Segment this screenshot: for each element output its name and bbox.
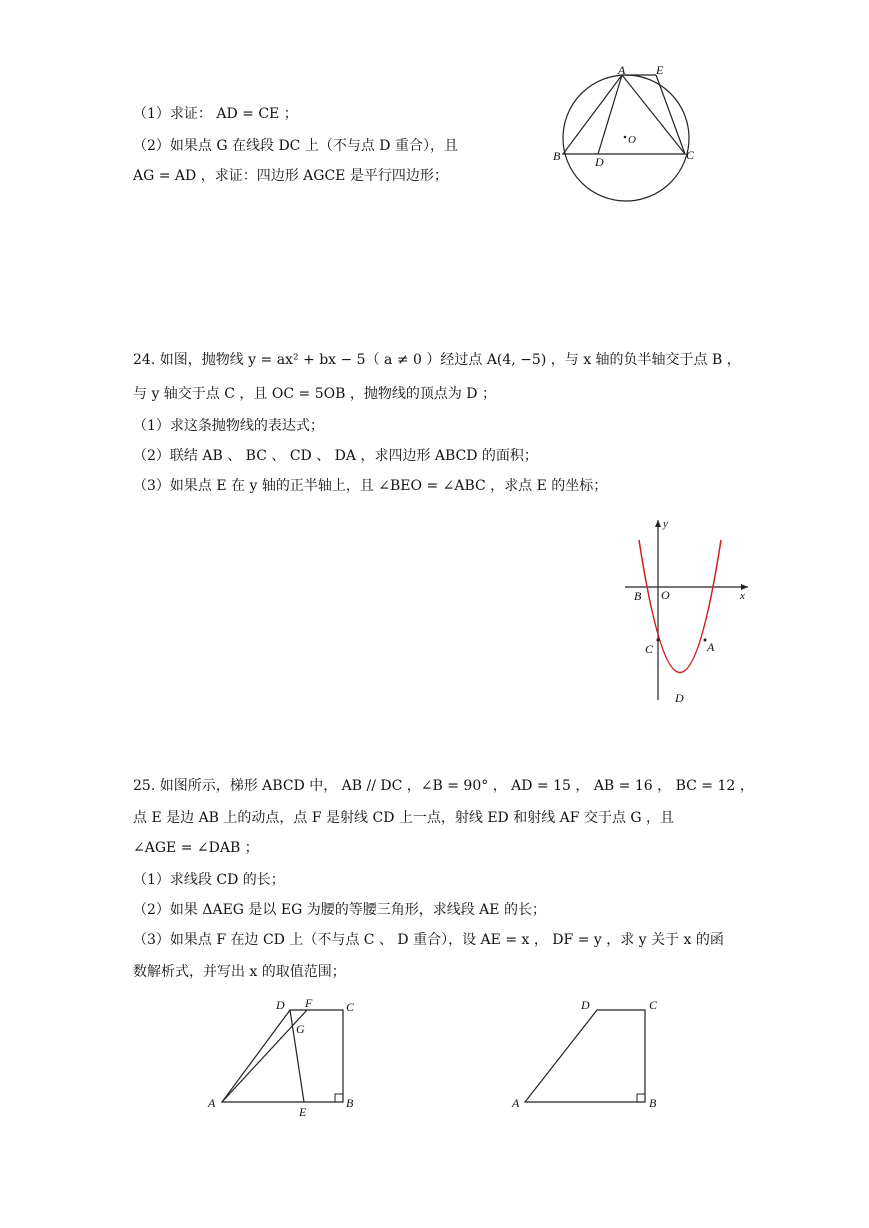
q25-line2: 点 E 是边 AB 上的动点，点 F 是射线 CD 上一点，射线 ED 和射线 AF 交于点 G ，且 bbox=[133, 810, 675, 826]
q24-part3: （3）如果点 E 在 y 轴的正半轴上，且 ∠BEO = ∠ABC ，求点 E 的坐标； bbox=[133, 478, 608, 494]
q25-line3: ∠AGE = ∠DAB ； bbox=[133, 840, 259, 856]
q24-part2: （2）联结 AB 、 BC 、 CD 、 DA ，求四边形 ABCD 的面积； bbox=[133, 448, 538, 464]
label-D: D bbox=[581, 998, 590, 1012]
label-A: A bbox=[512, 1096, 520, 1110]
q23-part2-line2: AG = AD ，求证：四边形 AGCE 是平行四边形； bbox=[133, 168, 448, 184]
y-axis-arrow bbox=[655, 520, 661, 527]
q25-part1: （1）求线段 CD 的长； bbox=[133, 872, 285, 888]
q25-line1: 25. 如图所示，梯形 ABCD 中， AB // DC ，∠B = 90° ， AD = 15 ， AB = 16 ， BC = 12 ， bbox=[133, 778, 754, 794]
q24-line2: 与 y 轴交于点 C ，且 OC = 5OB ，抛物线的顶点为 D ； bbox=[133, 386, 496, 402]
label-C: C bbox=[649, 998, 658, 1012]
q25-trapezoid-figure-1 bbox=[200, 992, 375, 1122]
label-D: D bbox=[595, 155, 604, 169]
label-x: x bbox=[740, 590, 745, 602]
label-D: D bbox=[276, 998, 285, 1012]
label-E: E bbox=[299, 1105, 307, 1119]
q24-line1: 24. 如图，抛物线 y = ax² + bx − 5（ a ≠ 0 ）经过点 A(4, −5) ，与 x 轴的负半轴交于点 B ， bbox=[133, 352, 741, 368]
segment-ec bbox=[656, 75, 685, 154]
label-E: E bbox=[656, 63, 664, 77]
label-F: F bbox=[305, 996, 313, 1010]
triangle-abc bbox=[563, 75, 685, 154]
circle-o bbox=[563, 75, 689, 201]
label-B: B bbox=[346, 1096, 354, 1110]
label-y: y bbox=[663, 518, 668, 530]
label-B: B bbox=[649, 1096, 657, 1110]
right-angle-b-2 bbox=[637, 1094, 645, 1102]
q23-circle-figure bbox=[548, 60, 708, 205]
label-A: A bbox=[618, 63, 626, 77]
q25-part3-line1: （3）如果点 F 在边 CD 上（不与点 C 、 D 重合），设 AE = x ， DF = y ，求 y 关于 x 的函 bbox=[133, 932, 724, 948]
trapezoid-abcd bbox=[222, 1010, 343, 1102]
q25-part3-line2: 数解析式，并写出 x 的取值范围； bbox=[133, 964, 346, 980]
label-C: C bbox=[645, 642, 654, 656]
label-C: C bbox=[686, 148, 695, 162]
center-point bbox=[624, 136, 627, 139]
trapezoid-abcd-2 bbox=[525, 1010, 645, 1102]
q23-part1: （1）求证： AD = CE ； bbox=[133, 106, 298, 122]
segment-ad bbox=[598, 75, 622, 154]
point-c bbox=[657, 639, 660, 642]
q25-part2: （2）如果 ΔAEG 是以 EG 为腰的等腰三角形，求线段 AE 的长； bbox=[133, 902, 546, 918]
label-B: B bbox=[634, 589, 642, 603]
q24-part1: （1）求这条抛物线的表达式； bbox=[133, 418, 324, 434]
ray-af bbox=[222, 1010, 307, 1102]
label-B: B bbox=[553, 149, 561, 163]
label-O: O bbox=[628, 134, 636, 146]
right-angle-b bbox=[335, 1094, 343, 1102]
q25-trapezoid-figure-2 bbox=[505, 992, 680, 1122]
label-G: G bbox=[296, 1022, 305, 1036]
label-A: A bbox=[208, 1096, 216, 1110]
label-A: A bbox=[707, 640, 715, 654]
label-D: D bbox=[675, 691, 684, 705]
label-C: C bbox=[346, 1000, 355, 1014]
label-O: O bbox=[661, 588, 670, 602]
q24-parabola-figure bbox=[620, 515, 755, 710]
q23-part2-line1: （2）如果点 G 在线段 DC 上（不与点 D 重合），且 bbox=[133, 138, 458, 154]
